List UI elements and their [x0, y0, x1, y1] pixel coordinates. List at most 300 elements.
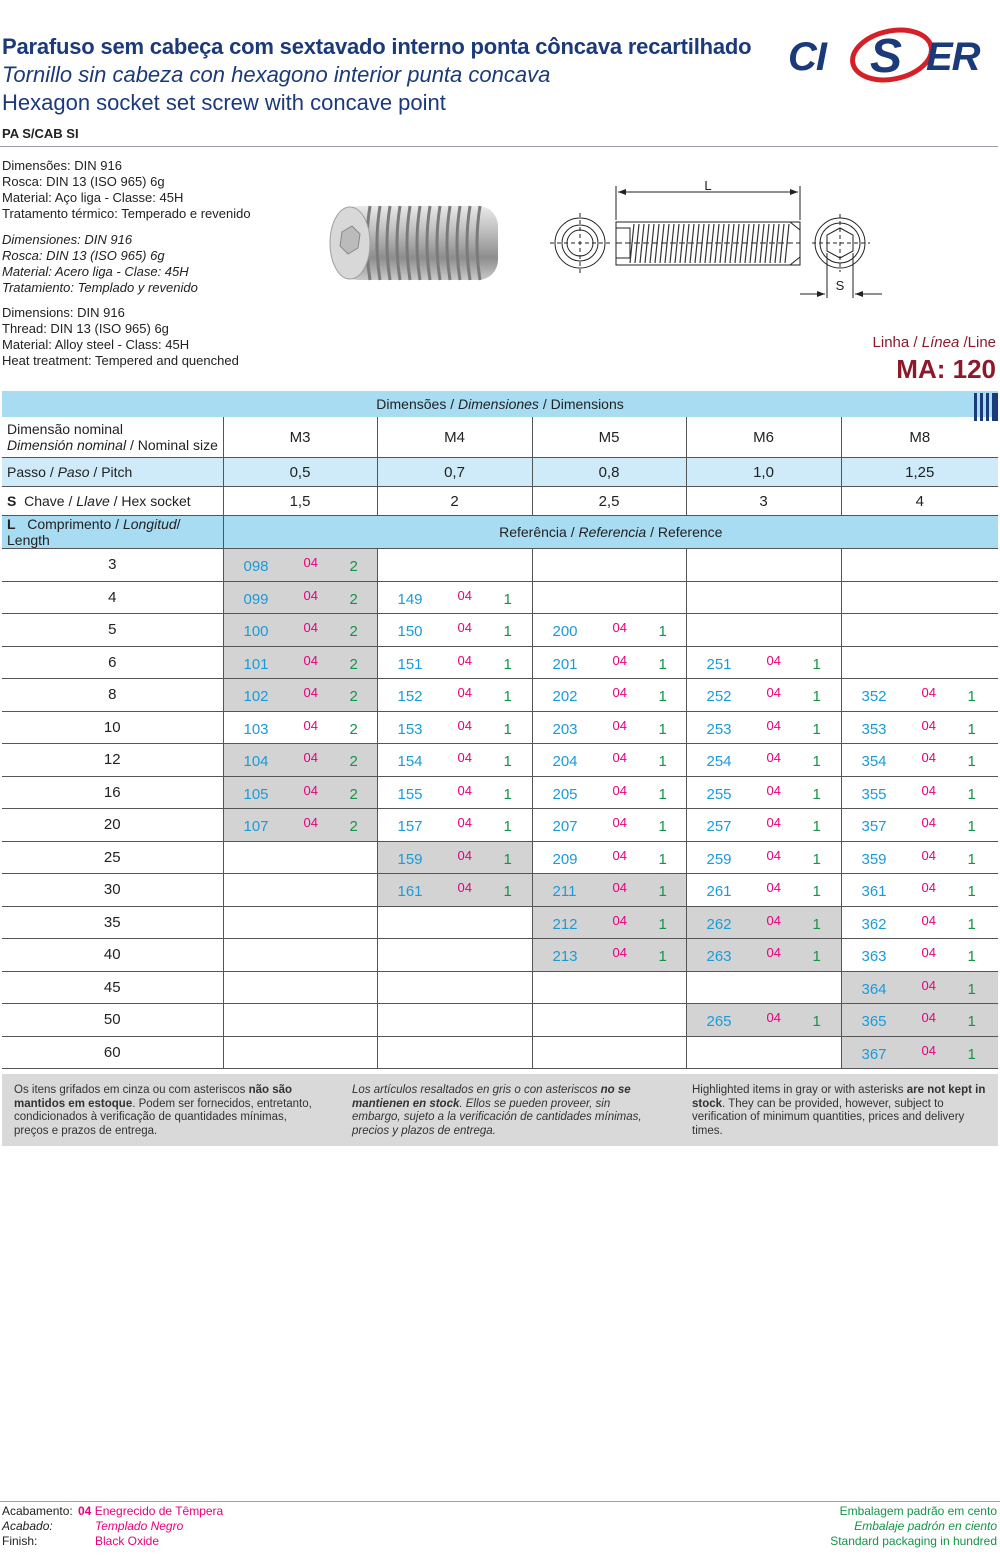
reference-cell [223, 809, 377, 842]
reference-cell [223, 581, 377, 614]
length-value: 20 [2, 809, 223, 842]
packaging-code: 1 [812, 720, 821, 738]
hex-socket-row [2, 487, 998, 516]
reference-code: 151 [397, 655, 423, 673]
empty-cell [377, 971, 532, 1004]
packaging-code: 1 [658, 883, 667, 900]
finish-code: 04 [921, 880, 936, 895]
reference-code: 359 [861, 850, 887, 868]
reference-code: 200 [552, 623, 578, 640]
reference-cell [841, 874, 998, 907]
reference-cell [532, 679, 686, 712]
reference-code: 363 [861, 948, 887, 965]
length-value: 45 [2, 971, 223, 1004]
finish-code: 04 [303, 620, 318, 635]
finish-code: 04 [612, 847, 627, 863]
packaging-code: 1 [812, 850, 821, 868]
finish-code: 04 [303, 815, 318, 830]
packaging-code: 2 [349, 720, 358, 738]
finish-code: 04 [766, 847, 781, 863]
reference-code: 255 [706, 785, 732, 803]
length-value: 25 [2, 841, 223, 874]
empty-cell [532, 1004, 686, 1037]
finish-code: 04 [921, 685, 936, 700]
spec-line: Material: Alloy steel - Class: 45H [2, 337, 190, 352]
packaging-code: 2 [349, 623, 358, 640]
packaging-code: 1 [967, 883, 976, 900]
reference-code: 365 [861, 1013, 887, 1030]
finish-code: 04 [303, 750, 318, 765]
reference-code: 102 [243, 688, 269, 705]
packaging-code: 1 [967, 915, 976, 933]
length-value: 10 [2, 711, 223, 744]
pitch-value: 1,25 [841, 458, 998, 487]
reference-code: 257 [706, 818, 732, 835]
reference-cell [841, 809, 998, 842]
reference-code: 153 [397, 720, 423, 738]
packaging-code: 1 [658, 850, 667, 868]
finish-labels: Acabamento: Acabado: Finish: [2, 1504, 73, 1548]
reference-header: Referência / Referencia / Reference [223, 516, 998, 549]
finish-code: 04 [766, 815, 781, 830]
finish-code: 04 [457, 782, 472, 798]
reference-code: 212 [552, 915, 578, 933]
reference-cell [686, 679, 841, 712]
reference-code: 207 [552, 818, 578, 835]
table-row [2, 939, 998, 972]
table-row [2, 679, 998, 712]
length-value: 35 [2, 906, 223, 939]
packaging-code: 1 [503, 623, 512, 640]
table-row [2, 744, 998, 777]
pitch-value: 0,7 [377, 458, 532, 487]
size-m3: M3 [223, 417, 377, 458]
reference-cell [532, 841, 686, 874]
empty-cell [377, 939, 532, 972]
empty-cell [377, 549, 532, 582]
reference-cell [686, 711, 841, 744]
empty-cell [686, 581, 841, 614]
finish-code: 04 [457, 750, 472, 765]
product-photo [318, 196, 514, 292]
packaging-code: 1 [967, 785, 976, 803]
size-m5: M5 [532, 417, 686, 458]
reference-code: 103 [243, 720, 269, 738]
finish-code: 04 [612, 782, 627, 798]
empty-cell [686, 1036, 841, 1069]
finish-code: 04 [303, 587, 318, 603]
packaging-code: 2 [349, 590, 358, 608]
packaging-code: 1 [812, 1013, 821, 1030]
reference-cell [686, 874, 841, 907]
finish-code: 04 [766, 945, 781, 960]
table-row [2, 971, 998, 1004]
reference-code: 357 [861, 818, 887, 835]
ciser-logo [786, 22, 998, 86]
table-row [2, 1004, 998, 1037]
title-pt: Parafuso sem cabeça com sextavado interno ponta côncava recartilhado [2, 34, 752, 59]
reference-cell [377, 874, 532, 907]
empty-cell [223, 1036, 377, 1069]
empty-cell [223, 841, 377, 874]
length-value: 8 [2, 679, 223, 712]
reference-cell [686, 906, 841, 939]
table-row [2, 841, 998, 874]
reference-code: 362 [861, 915, 887, 933]
reference-cell [841, 744, 998, 777]
packaging-code: 1 [812, 688, 821, 705]
reference-cell [841, 1004, 998, 1037]
note-es: Los artículos resaltados en gris o con asteriscos no se mantienen en stock. Ellos se pueden proveer, sin embargo, sujeto a la verificación de cantidades mínimas, precios y plazos de entrega. [352, 1084, 642, 1137]
length-value: 60 [2, 1036, 223, 1069]
finish-code: 04 [921, 1042, 936, 1058]
reference-code: 251 [706, 655, 732, 673]
reference-cell [686, 809, 841, 842]
product-code: PA S/CAB SI [2, 126, 79, 141]
hex-socket-label: S Chave / Llave / Hex socket [2, 487, 223, 516]
hex-value: 4 [841, 487, 998, 516]
packaging-code: 2 [349, 818, 358, 835]
reference-cell [686, 1004, 841, 1037]
spec-line: Tratamiento: Templado y revenido [2, 280, 198, 295]
table-row [2, 581, 998, 614]
packaging-code: 1 [503, 688, 512, 705]
packaging-code: 1 [967, 980, 976, 998]
stock-note [2, 1074, 998, 1146]
reference-cell [377, 809, 532, 842]
finish-code: 04 [612, 945, 627, 960]
pitch-label: Passo / Paso / Pitch [2, 458, 223, 487]
finish-values: 04 Enegrecido de Têmpera Templado Negro Black Oxide [78, 1504, 224, 1548]
reference-code: 262 [706, 915, 732, 933]
finish-code: 04 [921, 847, 936, 863]
reference-cell [532, 744, 686, 777]
packaging-code: 1 [503, 590, 512, 608]
reference-cell [841, 841, 998, 874]
size-m4: M4 [377, 417, 532, 458]
length-value: 3 [2, 549, 223, 582]
svg-text:S: S [870, 30, 903, 83]
reference-cell [223, 679, 377, 712]
packaging-code: 2 [349, 655, 358, 673]
finish-code: 04 [303, 652, 318, 668]
hex-value: 2,5 [532, 487, 686, 516]
finish-code: 04 [766, 880, 781, 895]
finish-code: 04 [303, 782, 318, 798]
empty-cell [841, 614, 998, 647]
reference-code: 155 [397, 785, 423, 803]
reference-code: 253 [706, 720, 732, 738]
table-row [2, 549, 998, 582]
packaging-code: 1 [812, 818, 821, 835]
reference-code: 150 [397, 623, 423, 640]
packaging-code: 1 [812, 883, 821, 900]
empty-cell [223, 1004, 377, 1037]
hex-value: 1,5 [223, 487, 377, 516]
packaging-code: 2 [349, 753, 358, 770]
reference-cell [841, 939, 998, 972]
finish-code: 04 [766, 912, 781, 928]
packaging-code: 1 [658, 688, 667, 705]
reference-code: 254 [706, 753, 732, 770]
empty-cell [686, 614, 841, 647]
spec-line: Dimensiones: DIN 916 [2, 232, 133, 247]
reference-cell [223, 646, 377, 679]
packaging-code: 1 [658, 753, 667, 770]
reference-cell [532, 906, 686, 939]
spec-line: Tratamento térmico: Temperado e revenido [2, 206, 251, 221]
finish-code: 04 [921, 945, 936, 960]
footer-rule [0, 1501, 1000, 1502]
reference-code: 101 [243, 655, 269, 673]
finish-code: 04 [766, 750, 781, 765]
packaging-code: 1 [658, 655, 667, 673]
packaging-info: Embalagem padrão em cento Embalaje padrón en ciento Standard packaging in hundred [830, 1504, 997, 1548]
finish-code: 04 [921, 1010, 936, 1025]
packaging-code: 1 [967, 948, 976, 965]
pitch-value: 1,0 [686, 458, 841, 487]
svg-text:CI: CI [788, 35, 826, 79]
reference-code: 100 [243, 623, 269, 640]
packaging-code: 2 [349, 558, 358, 575]
hex-value: 3 [686, 487, 841, 516]
empty-cell [532, 549, 686, 582]
reference-cell [377, 614, 532, 647]
reference-header-row [2, 516, 998, 549]
reference-code: 203 [552, 720, 578, 738]
reference-code: 367 [861, 1045, 887, 1063]
table-row [2, 809, 998, 842]
finish-code: 04 [457, 880, 472, 895]
finish-code: 04 [766, 685, 781, 700]
reference-cell [532, 776, 686, 809]
svg-text:ER: ER [926, 35, 980, 79]
empty-cell [841, 646, 998, 679]
specs-es [2, 232, 198, 296]
hex-value: 2 [377, 487, 532, 516]
reference-cell [686, 646, 841, 679]
reference-cell [377, 776, 532, 809]
packaging-code: 1 [967, 850, 976, 868]
reference-cell [532, 646, 686, 679]
finish-code: 04 [612, 912, 627, 928]
packaging-code: 1 [658, 948, 667, 965]
reference-code: 104 [243, 753, 269, 770]
packaging-code: 1 [503, 883, 512, 900]
empty-cell [377, 906, 532, 939]
packaging-code: 1 [812, 915, 821, 933]
spec-line: Thread: DIN 13 (ISO 965) 6g [2, 321, 169, 336]
packaging-code: 1 [967, 1013, 976, 1030]
packaging-code: 2 [349, 785, 358, 803]
reference-code: 252 [706, 688, 732, 705]
note-en: Highlighted items in gray or with asterisks are not kept in stock. They can be provided, however, subject to verification of minimum quantities, prices and delivery times. [692, 1084, 986, 1137]
reference-cell [532, 614, 686, 647]
reference-code: 204 [552, 753, 578, 770]
packaging-code: 1 [967, 818, 976, 835]
table-row [2, 646, 998, 679]
empty-cell [686, 971, 841, 1004]
reference-cell [686, 776, 841, 809]
length-value: 30 [2, 874, 223, 907]
finish-code: 04 [612, 815, 627, 830]
empty-cell [223, 939, 377, 972]
reference-cell [841, 906, 998, 939]
empty-cell [223, 971, 377, 1004]
empty-cell [532, 581, 686, 614]
reference-cell [223, 744, 377, 777]
reference-code: 154 [397, 753, 423, 770]
stripes-icon [972, 393, 998, 421]
reference-cell [686, 939, 841, 972]
reference-code: 211 [552, 883, 577, 900]
spec-line: Heat treatment: Tempered and quenched [2, 353, 239, 368]
finish-code: 04 [457, 620, 472, 635]
header-rule [0, 146, 998, 147]
reference-cell [377, 711, 532, 744]
finish-code: 04 [766, 652, 781, 668]
finish-code: 04 [766, 717, 781, 733]
table-row [2, 614, 998, 647]
reference-code: 159 [397, 850, 423, 868]
spec-line: Dimensions: DIN 916 [2, 305, 125, 320]
nominal-size-label: Dimensão nominal Dimensión nominal / Nominal size [2, 417, 223, 458]
finish-code: 04 [303, 685, 318, 700]
packaging-code: 1 [812, 753, 821, 770]
finish-code: 04 [457, 815, 472, 830]
finish-code: 04 [921, 912, 936, 928]
reference-cell [686, 841, 841, 874]
reference-rows [2, 549, 998, 1069]
pitch-row [2, 458, 998, 487]
reference-code: 265 [706, 1013, 732, 1030]
reference-cell [377, 841, 532, 874]
empty-cell [377, 1036, 532, 1069]
reference-cell [223, 614, 377, 647]
length-value: 5 [2, 614, 223, 647]
technical-drawing [550, 176, 886, 300]
packaging-code: 1 [812, 655, 821, 673]
finish-code: 04 [303, 555, 318, 570]
note-pt: Os itens grifados em cinza ou com asteriscos não são mantidos em estoque. Podem ser fornecidos, entretanto, condicionados à verificação de quantidades mínimas, preços e prazos de entrega. [14, 1084, 312, 1137]
reference-cell [532, 809, 686, 842]
socket-label: S [835, 278, 845, 293]
line-label: Linha / Línea /Line [872, 334, 996, 351]
packaging-code: 1 [503, 850, 512, 868]
finish-code: 04 [612, 880, 627, 895]
finish-code: 04 [921, 717, 936, 733]
packaging-code: 1 [967, 688, 976, 705]
length-value: 6 [2, 646, 223, 679]
reference-cell [377, 646, 532, 679]
reference-cell [223, 549, 377, 582]
line-value: MA: 120 [896, 354, 996, 384]
reference-cell [377, 744, 532, 777]
length-value: 50 [2, 1004, 223, 1037]
packaging-code: 1 [503, 753, 512, 770]
nominal-size-row [2, 417, 998, 458]
packaging-code: 1 [967, 753, 976, 770]
length-value: 40 [2, 939, 223, 972]
reference-code: 201 [552, 655, 578, 673]
packaging-code: 2 [349, 688, 358, 705]
reference-code: 261 [706, 883, 732, 900]
spec-line: Material: Acero liga - Clase: 45H [2, 264, 189, 279]
reference-code: 353 [861, 720, 887, 738]
empty-cell [532, 971, 686, 1004]
reference-code: 105 [243, 785, 269, 803]
reference-cell [223, 776, 377, 809]
packaging-code: 1 [503, 720, 512, 738]
length-label: L [704, 178, 712, 193]
empty-cell [223, 874, 377, 907]
packaging-code: 1 [658, 623, 667, 640]
reference-code: 107 [243, 818, 269, 835]
dimensions-table [2, 391, 998, 1069]
finish-code: 04 [457, 847, 472, 863]
finish-code: 04 [612, 717, 627, 733]
reference-cell [377, 581, 532, 614]
reference-cell [841, 1036, 998, 1069]
packaging-code: 1 [967, 1045, 976, 1063]
reference-code: 149 [397, 590, 423, 608]
spec-line: Rosca: DIN 13 (ISO 965) 6g [2, 174, 165, 189]
packaging-code: 1 [503, 818, 512, 835]
packaging-code: 1 [812, 948, 821, 965]
title-en: Hexagon socket set screw with concave point [2, 90, 446, 115]
pitch-value: 0,5 [223, 458, 377, 487]
reference-cell [377, 679, 532, 712]
table-row [2, 776, 998, 809]
pitch-value: 0,8 [532, 458, 686, 487]
table-row [2, 906, 998, 939]
finish-code: 04 [921, 750, 936, 765]
size-m6: M6 [686, 417, 841, 458]
reference-cell [841, 776, 998, 809]
finish-code: 04 [612, 750, 627, 765]
specs-en [2, 305, 239, 369]
spec-line: Material: Aço liga - Classe: 45H [2, 190, 184, 205]
finish-code: 04 [612, 620, 627, 635]
reference-cell [841, 711, 998, 744]
packaging-code: 1 [503, 655, 512, 673]
finish-code: 04 [921, 815, 936, 830]
spec-line: Rosca: DIN 13 (ISO 965) 6g [2, 248, 165, 263]
size-m8: M8 [841, 417, 998, 458]
reference-cell [841, 971, 998, 1004]
reference-code: 263 [706, 948, 732, 965]
finish-code: 04 [766, 782, 781, 798]
empty-cell [532, 1036, 686, 1069]
finish-code: 04 [457, 652, 472, 668]
finish-code: 04 [612, 652, 627, 668]
finish-code: 04 [457, 717, 472, 733]
length-value: 4 [2, 581, 223, 614]
packaging-code: 1 [967, 720, 976, 738]
reference-cell [532, 711, 686, 744]
packaging-code: 1 [658, 785, 667, 803]
packaging-code: 1 [503, 785, 512, 803]
reference-code: 098 [243, 558, 269, 575]
packaging-code: 1 [658, 915, 667, 933]
empty-cell [223, 906, 377, 939]
empty-cell [841, 581, 998, 614]
specs-pt [2, 158, 251, 222]
reference-cell [223, 711, 377, 744]
reference-code: 205 [552, 785, 578, 803]
length-value: 12 [2, 744, 223, 777]
reference-cell [686, 744, 841, 777]
